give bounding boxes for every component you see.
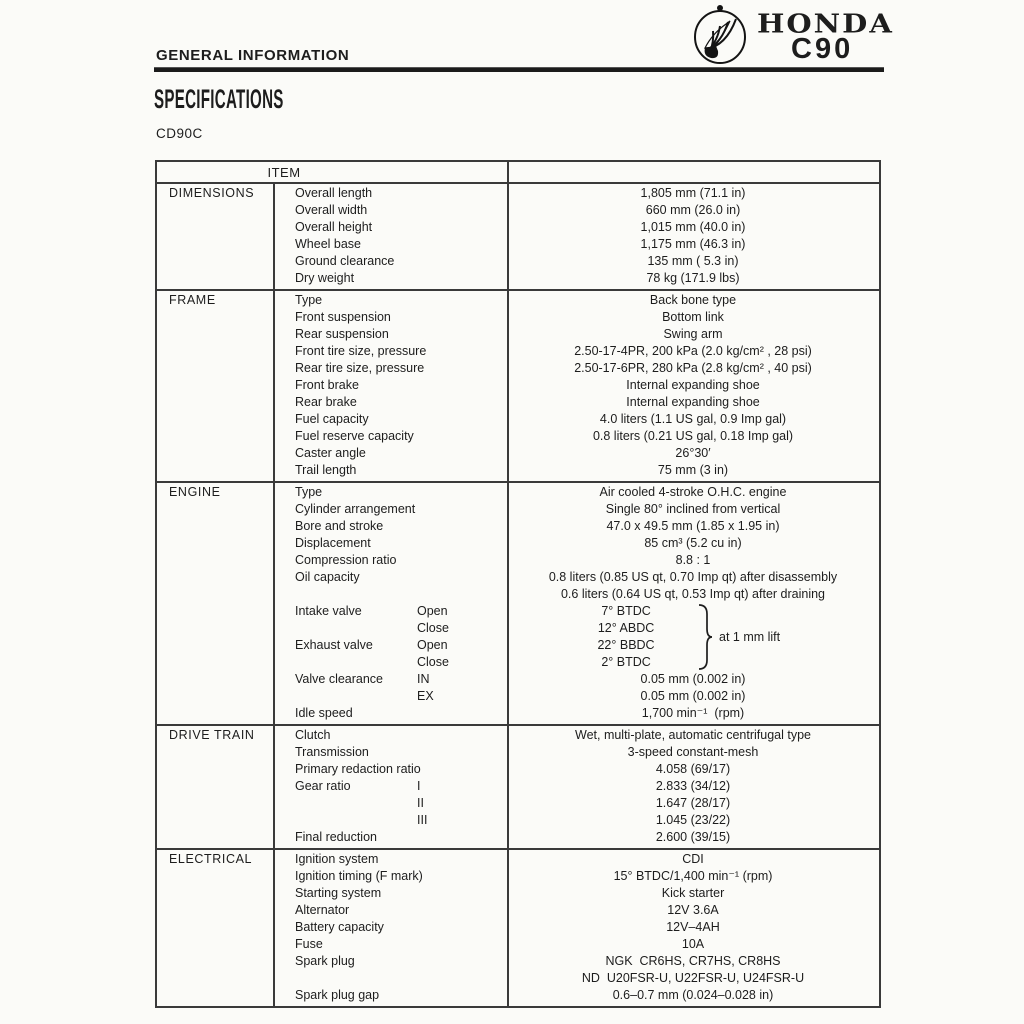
item-cell [275,309,507,326]
table-row [157,829,879,846]
item-sublabel: Close [417,621,449,635]
item-value: 2.50-17-6PR, 280 kPa (2.8 kg/cm² , 40 psi) [574,361,812,375]
item-value: 1.045 (23/22) [655,813,731,827]
item-sublabel: Open [417,638,448,652]
item-value: Internal expanding shoe [626,395,760,409]
item-value: 0.6–0.7 mm (0.024–0.028 in) [612,988,774,1002]
model-name: C90 [791,33,854,65]
item-cell [275,445,507,462]
item-label: Final reduction [295,830,377,844]
table-row [157,919,879,936]
item-cell [275,851,507,868]
table-row [157,970,879,987]
table-row [157,501,879,518]
value-cell [507,253,879,270]
item-value: 12V 3.6A [667,903,719,917]
value-cell [507,219,879,236]
value-cell [507,620,879,637]
page-title: SPECIFICATIONS [154,84,284,114]
model-code: CD90C [156,126,203,141]
table-row [157,868,879,885]
item-value: 0.6 liters (0.64 US qt, 0.53 Imp qt) after draining [560,587,826,601]
table-row [157,671,879,688]
table-header-row [157,162,879,184]
item-label: Idle speed [295,706,353,720]
item-label: Starting system [295,886,382,900]
table-row [157,428,879,445]
page-section-label: GENERAL INFORMATION [156,47,350,64]
item-value: NGK CR6HS, CR7HS, CR8HS [605,954,781,968]
item-value: 22° BBDC [597,638,655,652]
section-label: ENGINE [169,485,221,499]
item-label: Cylinder arrangement [295,502,416,516]
spec-section-engine [157,483,879,726]
value-cell [507,484,879,501]
value-cell [507,552,879,569]
section-label: FRAME [169,293,216,307]
item-cell [275,552,507,569]
item-cell [275,569,507,586]
table-row [157,744,879,761]
value-cell [507,919,879,936]
item-value: Wet, multi-plate, automatic centrifugal type [575,728,811,742]
table-row [157,778,879,795]
table-row [157,885,879,902]
table-row [157,688,879,705]
item-label: Spark plug gap [295,988,380,1002]
item-sublabel: II [417,796,424,810]
value-cell [507,851,879,868]
item-label: Valve clearance [295,672,384,686]
item-cell [275,688,507,705]
item-label: Primary redaction ratio [295,762,421,776]
item-value: 4.058 (69/17) [655,762,731,776]
table-row [157,253,879,270]
item-label: Bore and stroke [295,519,384,533]
item-value: 0.05 mm (0.002 in) [640,672,746,686]
value-cell [507,236,879,253]
item-value: Swing arm [663,327,723,341]
header-rule [154,67,884,72]
table-row [157,309,879,326]
spec-table [155,160,881,1008]
spec-section-drive-train [157,726,879,850]
item-cell [275,885,507,902]
item-label: Rear suspension [295,327,389,341]
value-cell [507,326,879,343]
value-cell [507,744,879,761]
item-label: Overall width [295,203,368,217]
item-label: Spark plug [295,954,355,968]
value-cell [507,970,879,987]
item-value: ND U20FSR-U, U22FSR-U, U24FSR-U [581,971,805,985]
item-label: Compression ratio [295,553,397,567]
item-label: Rear brake [295,395,357,409]
item-cell [275,868,507,885]
value-cell [507,586,879,603]
table-row [157,705,879,722]
table-row [157,219,879,236]
value-cell [507,654,879,671]
section-label: DIMENSIONS [169,186,255,200]
item-value: 135 mm ( 5.3 in) [647,254,739,268]
item-cell [275,586,507,603]
table-row [157,902,879,919]
item-label: Ignition system [295,852,379,866]
item-value: 2.600 (39/15) [655,830,731,844]
item-cell [275,953,507,970]
item-cell [275,326,507,343]
item-cell [275,919,507,936]
value-cell [507,795,879,812]
item-value: 0.8 liters (0.85 US qt, 0.70 Imp qt) after disassembly [548,570,838,584]
item-value: 4.0 liters (1.1 US gal, 0.9 Imp gal) [599,412,787,426]
item-label: Fuel capacity [295,412,369,426]
item-cell [275,744,507,761]
item-value: 1,805 mm (71.1 in) [640,186,746,200]
item-label: Ground clearance [295,254,395,268]
item-value: 0.05 mm (0.002 in) [640,689,746,703]
item-label: Clutch [295,728,331,742]
value-cell [507,462,879,479]
item-label: Rear tire size, pressure [295,361,425,375]
item-column-header [157,162,509,182]
item-label: Transmission [295,745,369,759]
item-value: 10A [681,937,705,951]
value-cell [507,428,879,445]
item-value: 1,015 mm (40.0 in) [640,220,746,234]
item-cell [275,761,507,778]
value-cell [507,671,879,688]
item-cell [275,637,507,654]
item-cell [275,795,507,812]
item-sublabel: III [417,813,428,827]
item-header-label: ITEM [267,164,301,180]
item-cell [275,394,507,411]
item-cell [275,535,507,552]
item-cell [275,603,507,620]
item-cell [275,202,507,219]
item-sublabel: Close [417,655,449,669]
value-cell [507,292,879,309]
table-row [157,445,879,462]
table-row [157,518,879,535]
table-row [157,484,879,501]
value-cell [507,761,879,778]
item-cell [275,253,507,270]
item-cell [275,654,507,671]
item-value: 12° ABDC [597,621,655,635]
value-cell [507,705,879,722]
table-row [157,812,879,829]
table-row [157,292,879,309]
value-cell [507,343,879,360]
item-value: 1,175 mm (46.3 in) [640,237,746,251]
item-cell [275,705,507,722]
item-label: Fuse [295,937,323,951]
value-cell [507,829,879,846]
item-cell [275,671,507,688]
table-row [157,953,879,970]
value-cell [507,518,879,535]
item-label: Oil capacity [295,570,360,584]
value-cell [507,185,879,202]
item-cell [275,936,507,953]
item-value: Air cooled 4-stroke O.H.C. engine [599,485,787,499]
item-label: Intake valve [295,604,362,618]
item-value: 3-speed constant-mesh [627,745,759,759]
value-cell [507,868,879,885]
table-row [157,326,879,343]
spec-table-body [157,184,879,1006]
item-value: 2.50-17-4PR, 200 kPa (2.0 kg/cm² , 28 psi) [574,344,812,358]
item-value: Back bone type [649,293,737,307]
value-cell [507,727,879,744]
table-row [157,535,879,552]
table-row [157,727,879,744]
item-label: Battery capacity [295,920,384,934]
item-sublabel: IN [417,672,430,686]
section-label: ELECTRICAL [169,852,253,866]
item-value: 660 mm (26.0 in) [645,203,741,217]
spec-section-electrical [157,850,879,1006]
honda-wing-icon [692,4,750,66]
brace-icon [697,603,713,671]
table-row [157,270,879,287]
item-cell [275,343,507,360]
item-cell [275,829,507,846]
brace-note: at 1 mm lift [719,629,781,644]
table-row [157,987,879,1004]
table-row [157,462,879,479]
table-row [157,795,879,812]
table-row [157,377,879,394]
value-cell [507,688,879,705]
value-cell [507,569,879,586]
table-row [157,202,879,219]
value-cell [507,270,879,287]
value-cell [507,778,879,795]
item-value: 12V–4AH [666,920,720,934]
table-row [157,360,879,377]
item-label: Fuel reserve capacity [295,429,414,443]
value-cell [507,202,879,219]
item-value: 75 mm (3 in) [657,463,729,477]
value-cell [507,603,879,620]
value-cell [507,445,879,462]
item-cell [275,501,507,518]
item-cell [275,484,507,501]
item-label: Trail length [295,463,357,477]
table-row [157,654,879,671]
item-cell [275,970,507,987]
item-cell [275,236,507,253]
table-row [157,586,879,603]
item-label: Alternator [295,903,350,917]
item-cell [275,620,507,637]
item-cell [275,377,507,394]
item-cell [275,360,507,377]
item-label: Ignition timing (F mark) [295,869,423,883]
table-row [157,603,879,620]
item-cell [275,518,507,535]
spec-section-dimensions [157,184,879,291]
item-sublabel: EX [417,689,434,703]
table-row [157,552,879,569]
item-cell [275,292,507,309]
item-value: Internal expanding shoe [626,378,760,392]
value-cell [507,501,879,518]
value-cell [507,411,879,428]
item-value: 8.8 : 1 [675,553,711,567]
value-cell [507,360,879,377]
item-value: 0.8 liters (0.21 US gal, 0.18 Imp gal) [592,429,794,443]
item-label: Front brake [295,378,359,392]
spec-section-frame [157,291,879,483]
item-value: Kick starter [661,886,725,900]
item-label: Dry weight [295,271,355,285]
value-cell [507,637,879,654]
value-cell [507,812,879,829]
item-label: Type [295,293,323,307]
item-sublabel: Open [417,604,448,618]
value-cell [507,377,879,394]
item-sublabel: I [417,779,421,793]
item-label: Type [295,485,323,499]
brand-name: HONDA [757,8,894,39]
value-cell [507,394,879,411]
item-value: 2° BTDC [601,655,651,669]
item-label: Wheel base [295,237,362,251]
item-cell [275,902,507,919]
item-value: 78 kg (171.9 lbs) [646,271,740,285]
item-value: 1.647 (28/17) [655,796,731,810]
item-label: Exhaust valve [295,638,373,652]
item-cell [275,778,507,795]
table-row [157,236,879,253]
item-value: 85 cm³ (5.2 cu in) [644,536,742,550]
item-cell [275,270,507,287]
item-cell [275,185,507,202]
value-cell [507,987,879,1004]
item-value: Single 80° inclined from vertical [605,502,781,516]
table-row [157,394,879,411]
table-row [157,185,879,202]
item-cell [275,462,507,479]
item-label: Displacement [295,536,371,550]
item-value: 26°30′ [675,446,711,460]
item-value: 1,700 min⁻¹ (rpm) [641,706,745,720]
item-cell [275,219,507,236]
value-cell [507,936,879,953]
item-value: 15° BTDC/1,400 min⁻¹ (rpm) [613,869,773,883]
value-cell [507,953,879,970]
item-value: 7° BTDC [601,604,651,618]
section-label: DRIVE TRAIN [169,728,255,742]
table-row [157,411,879,428]
table-row [157,343,879,360]
item-value: 2.833 (34/12) [655,779,731,793]
table-row [157,569,879,586]
item-cell [275,727,507,744]
table-row [157,936,879,953]
value-cell [507,902,879,919]
honda-logo [692,4,750,66]
item-cell [275,428,507,445]
item-value: 47.0 x 49.5 mm (1.85 x 1.95 in) [606,519,780,533]
value-cell [507,309,879,326]
item-cell [275,411,507,428]
value-cell [507,885,879,902]
item-cell [275,987,507,1004]
item-label: Caster angle [295,446,366,460]
value-cell [507,535,879,552]
item-value: CDI [682,852,704,866]
table-row [157,761,879,778]
item-label: Front tire size, pressure [295,344,427,358]
item-value: Bottom link [662,310,724,324]
item-label: Overall length [295,186,373,200]
item-label: Overall height [295,220,373,234]
item-label: Gear ratio [295,779,351,793]
table-row [157,851,879,868]
item-cell [275,812,507,829]
item-label: Front suspension [295,310,391,324]
